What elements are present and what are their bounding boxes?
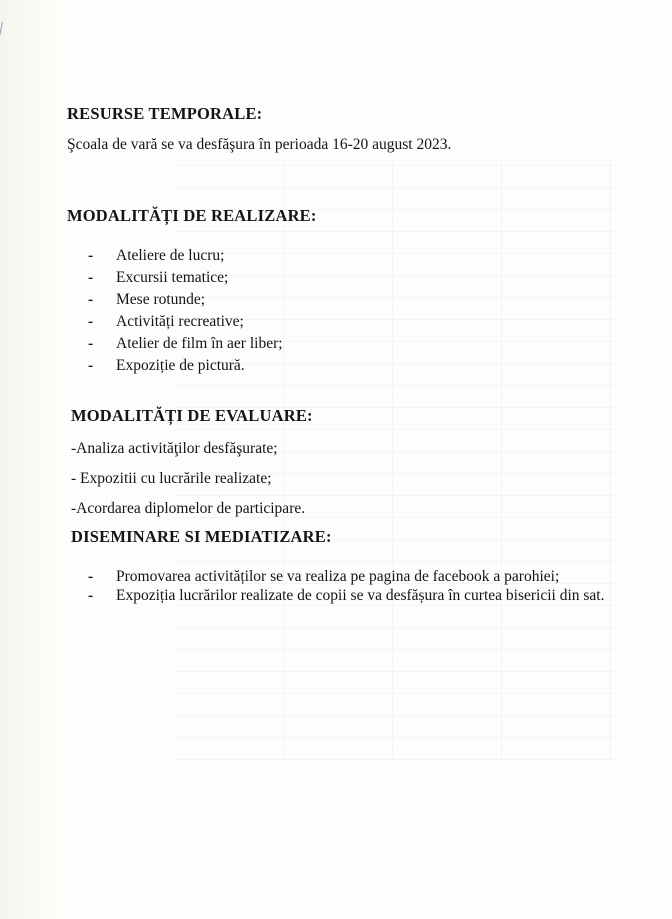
resurse-text: Şcoala de vară se va desfăşura în perioada 16-20 august 2023.: [67, 136, 452, 153]
list-item: [88, 333, 283, 355]
list-item: [88, 355, 283, 377]
evaluare-line: -Analiza activităţilor desfăşurate;: [71, 440, 278, 457]
list-item: [88, 267, 283, 289]
dash-bullet: -: [88, 269, 94, 286]
list-item-text: Excursii tematice;: [116, 269, 229, 286]
list-item-text: Ateliere de lucru;: [116, 247, 225, 264]
heading-modalitati-realizare: MODALITĂȚI DE REALIZARE:: [67, 206, 317, 225]
heading-resurse-temporale: RESURSE TEMPORALE:: [67, 104, 263, 123]
list-item-text: Promovarea activităților se va realiza pe pagina de facebook a parohiei;: [116, 568, 560, 585]
dash-bullet: -: [88, 247, 94, 264]
list-item: [88, 289, 283, 311]
diseminare-list: [88, 567, 608, 605]
dash-bullet: -: [88, 291, 94, 308]
dash-bullet: -: [88, 587, 94, 604]
dash-bullet: -: [88, 313, 94, 330]
dash-bullet: -: [88, 335, 94, 352]
evaluare-line: - Expozitii cu lucrările realizate;: [71, 470, 272, 487]
list-item-text: Expoziție de pictură.: [116, 357, 245, 374]
dash-bullet: -: [88, 357, 94, 374]
evaluare-line: -Acordarea diplomelor de participare.: [71, 500, 306, 517]
list-item: [88, 245, 283, 267]
list-item-text: Atelier de film în aer liber;: [116, 335, 283, 352]
list-item: [88, 311, 283, 333]
list-item-text: Activități recreative;: [116, 313, 244, 330]
heading-modalitati-evaluare: MODALITĂȚI DE EVALUARE:: [71, 406, 313, 425]
list-item: [88, 567, 608, 586]
list-item: [88, 586, 608, 605]
realizare-list: [88, 245, 283, 377]
heading-diseminare-mediatizare: DISEMINARE SI MEDIATIZARE:: [71, 527, 332, 546]
scan-edge-line: [0, 22, 3, 91]
list-item-text: Expoziția lucrărilor realizate de copii se va desfășura în curtea bisericii din sat.: [116, 587, 605, 604]
dash-bullet: -: [88, 568, 94, 585]
list-item-text: Mese rotunde;: [116, 291, 206, 308]
